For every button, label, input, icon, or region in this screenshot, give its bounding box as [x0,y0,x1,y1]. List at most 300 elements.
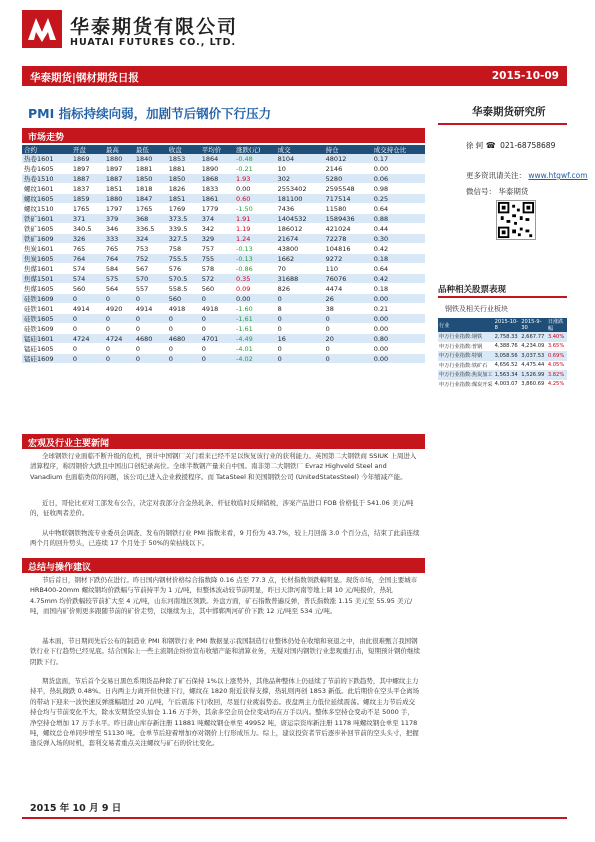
market-table-cell: 20 [324,334,372,344]
market-table-cell: 铁矿1605 [22,224,71,234]
market-table-cell: 373.5 [167,214,200,224]
market-table-cell: 0 [200,354,234,364]
market-table-cell: -0.13 [234,254,276,264]
market-table-cell: 1847 [134,194,167,204]
market-table-cell: 4914 [134,304,167,314]
stocks-table-cell: 4,388.76 [494,343,518,350]
market-table-cell: 38 [324,304,372,314]
market-table-cell: 1851 [167,194,200,204]
market-table-cell: 1818 [134,184,167,194]
market-table-cell: 0.98 [372,184,425,194]
stocks-table-cell: 2,758.33 [494,332,521,342]
market-table-row [22,254,425,264]
market-table-cell: 热卷1605 [22,164,71,174]
stocks-section-title: 品种相关股票表现 [438,285,507,295]
market-table-header-cell: 开盘 [71,145,104,154]
market-table-cell: 340.5 [71,224,104,234]
market-table-cell: 379 [104,214,134,224]
market-table-cell: 1765 [71,204,104,214]
stocks-table-cell: 申万行业指数:焦炭加工 [438,370,494,380]
market-table-cell: 1589436 [324,214,372,224]
market-table-cell: 1404532 [276,214,324,224]
market-table-cell: 0.42 [372,274,425,284]
market-table-cell: 0 [324,354,372,364]
market-table-cell: 0.00 [372,354,425,364]
market-table-cell: 10 [276,164,324,174]
stocks-table-cell: 4.05% [547,362,565,369]
analyst-phone: 021-68758689 [500,141,556,150]
market-table-cell: 0 [104,294,134,304]
market-table-cell: 324 [134,234,167,244]
market-table-cell: 焦煤1605 [22,284,71,294]
market-table-body [22,154,425,364]
stocks-table-cell: 申万行业指数:钢铁 [438,332,494,342]
market-table-cell: 1.91 [234,214,276,224]
market-table-cell: 8 [276,304,324,314]
market-table-cell: -1.61 [234,314,276,324]
market-table-cell: 螺纹1510 [22,204,71,214]
market-table-cell: 764 [104,254,134,264]
market-table-cell: 329 [200,234,234,244]
report-headline: PMI 指标持续向弱，加剧节后钢价下行压力 [28,106,272,121]
market-table-cell: 0.42 [372,244,425,254]
market-table-cell: 热卷1601 [22,154,71,164]
stocks-table-cell: 3.65% [547,343,565,350]
sidebar-divider [438,123,567,125]
summary-paragraph-1: 节后首日，钢材下跌仍在进行。昨日国内钢材价格综合指数降 0.16 点至 77.3 点，长材指数领跌幅明显。现货市场，全国主要城市 HRB400-20mm 螺纹钢均价跌幅与节前持平为 1 元/吨，但整体波动较节前明显，昨日天津河南等地上调 10 元/吨报价，热轧 4.75mm 均价跌幅较节前扩大至 4 元/吨，山东河南地区领跌。外盘方面，矿石指数普遍反弹，普氏指数涨 1.15 美元至 55.95 美元/吨，而国内矿价则更多跟随节前的矿价走势，以继续为主，其中邯郸两河矿价下跌 12 元/吨至 534 元/吨。 [30,576,418,616]
market-table-cell: 0.80 [372,334,425,344]
stocks-divider [438,296,567,298]
market-table-cell: 758 [167,244,200,254]
market-table-cell: 1880 [104,194,134,204]
market-table-cell: 4724 [71,334,104,344]
stocks-table-header-cell: 2015-9-30 [520,318,547,332]
market-table-cell: 584 [104,264,134,274]
market-table-cell: 0.64 [372,264,425,274]
market-table-cell: 31688 [276,274,324,284]
market-table-cell: 0 [71,294,104,304]
market-table-cell: 1769 [167,204,200,214]
market-table-cell: 1853 [167,154,200,164]
market-table-cell: 1880 [104,154,134,164]
market-table-cell: 硅铁1605 [22,314,71,324]
section-summary-title: 总结与操作建议 [28,563,92,573]
market-table-cell: 0.00 [372,324,425,334]
market-table-cell: 1887 [71,174,104,184]
market-table-cell: 1.19 [234,224,276,234]
summary-paragraph-3: 期货盘面，节后首个交易日黑色系期货品种除了矿石保持 1%以上涨势外，其他品种整体上仍延续了节前的下跌趋势，其中螺纹主力持平，热轧微跌 0.48%。日内两主力离开但快速下行，螺纹在 1820 附近获得支撑，热轧则再创 1853 新低。此后期价在空头平仓离场的带动下迎来一波快速反弹涨幅超过 20 元/吨，午后震荡下行收回，尽显行业疲弱势态。夜盘两主力低位延续震荡。螺纹主力节后成交持仓均与节前变化不大，除永安期货空头加仓 1.16 万手外，其余多空会员仓位变动均在万手以内。整体多空持仓变动不足 5000 手，净空持仓增加 17 万手水平。昨日唐山库存新注册 11881 吨螺纹钢仓单至 49952 吨，唐运宗资库新注册 1178 吨螺纹钢仓单至 1178 吨，螺纹总仓单同步增至 51130 吨。仓单节后迎着增加亦对钢价上行形成压力。综上，建议投资者节后逐步补回节前的空头头寸，把握逢反弹入场的时机，套利交易者重点关注螺纹与矿石的价比变化。 [30,677,420,748]
market-table-row [22,184,425,194]
market-table-cell: 374 [200,214,234,224]
market-table-cell: 574 [71,264,104,274]
market-table-cell: 755 [200,254,234,264]
market-table-cell: 11580 [324,204,372,214]
market-table-cell: 48012 [324,154,372,164]
market-table-cell: 0.00 [372,344,425,354]
market-table-cell: 0.35 [234,274,276,284]
market-table-cell: -1.50 [234,204,276,214]
stocks-table-row [438,361,567,371]
stocks-table-header [438,318,567,332]
market-table-header-cell: 持仓 [324,145,372,154]
stocks-table-row [438,332,567,342]
analyst-name: 徐 轲 [466,141,484,150]
market-table-cell: -0.86 [234,264,276,274]
market-table-cell: 2146 [324,164,372,174]
footer-divider [22,817,567,819]
market-table-cell: 339.5 [167,224,200,234]
website-link[interactable]: www.htgwf.com [528,171,588,180]
stocks-table-cell: 申万行业指数:普钢 [439,343,483,350]
market-table-cell: 0.25 [372,194,425,204]
market-table-header-cell: 合约 [22,145,71,154]
market-table-cell: 铁矿1609 [22,234,71,244]
market-table-cell: 硅铁1609 [22,324,71,334]
section-macro-title: 宏观及行业主要新闻 [28,439,110,449]
market-table-cell: 570 [134,274,167,284]
market-table-cell: 0.64 [372,204,425,214]
market-table-cell: 0 [104,314,134,324]
market-table-cell: 0.00 [234,294,276,304]
stocks-table-header-cell: 2015-10-8 [494,318,521,332]
market-table-cell: 76076 [324,274,372,284]
stocks-table-row [438,351,567,361]
market-table-cell: 368 [134,214,167,224]
stocks-table-cell: 2,667.77 [520,332,547,342]
market-table-row [22,354,425,364]
report-header-bar [22,66,567,86]
market-table-cell: 1897 [71,164,104,174]
market-table-cell: 346 [104,224,134,234]
market-table-cell: 0.00 [372,314,425,324]
market-table-cell: 0 [200,324,234,334]
market-table-header-cell: 平均价 [200,145,234,154]
market-table-cell: -1.61 [234,324,276,334]
market-table-row [22,194,425,204]
market-table-cell: -0.21 [234,164,276,174]
stocks-table-cell: 1,526.99 [520,370,547,380]
stocks-table-row [438,370,567,380]
stocks-table-cell: 4,003.07 [494,381,518,388]
market-table-cell: 1890 [200,164,234,174]
wechat-label: 微信号： [466,187,496,196]
stocks-table-cell: 申万行业指数:特钢 [438,351,494,361]
stocks-table-cell: 4,475.44 [521,362,545,369]
summary-paragraph-2: 基本面，节日期间先后公布的制造业 PMI 和钢铁行业 PMI 数据显示我国制造行业整体仍处在收缩和衰退之中，由此很难甄言我国钢铁行业下行趋势已经见底。结合国际上一些主流钢企纷纷宣布收缩产能和清算业务，无疑对国内钢铁行业悲观重打击，短期预计钢价继续阴跌下行。 [30,637,420,666]
market-table-row [22,314,425,324]
market-table-cell: 326 [71,234,104,244]
market-table-cell: 0 [134,344,167,354]
market-table-header-cell: 收盘 [167,145,200,154]
market-table-cell: 0 [276,344,324,354]
market-table-cell: 0 [134,294,167,304]
market-table-cell: 1850 [167,174,200,184]
phone-icon: ☎ [485,141,496,150]
macro-paragraph-3: 从中物联钢铁物流专业委员会调查、发布的钢铁行业 PMI 指数来看，9 月份为 43.7%，较上月回落 3.0 个百分点，结束了此前连续两个月的回升势头，已连续 17 个月处于 50%的荣枯线以下。 [30,529,420,548]
stocks-table-cell: 申万行业指数:煤炭开采 [439,381,493,388]
market-table-cell: 560 [200,284,234,294]
market-table-cell: 576 [167,264,200,274]
market-table-row [22,244,425,254]
market-table-cell: 铁矿1601 [22,214,71,224]
market-table-cell: 4680 [134,334,167,344]
macro-paragraph-2: 近日，哥伦比亚对工部发布公告，决定对我部分合金热轧条、杆征收临时反倾销税，涉案产品进口 FOB 价格低于 541.06 美元/吨的，征收两者差价。 [30,499,414,518]
market-table-row [22,164,425,174]
market-table-cell: 0.88 [372,214,425,224]
market-table-cell: 焦炭1605 [22,254,71,264]
market-table-cell: 1662 [276,254,324,264]
market-table-cell: 110 [324,264,372,274]
stocks-table-cell: 3,037.53 [520,351,547,361]
market-table-cell: 1833 [200,184,234,194]
market-table-cell: 1837 [71,184,104,194]
market-table-cell: 0.21 [372,304,425,314]
market-table-cell: 342 [200,224,234,234]
stocks-table-cell: 1,563.34 [494,370,521,380]
market-table-cell: 0 [104,354,134,364]
market-table-cell: 1826 [167,184,200,194]
market-table-row [22,334,425,344]
market-table-cell: 1869 [71,154,104,164]
market-table-cell: 热卷1510 [22,174,71,184]
market-table-cell: 2553402 [276,184,324,194]
company-name-cn: 华泰期货有限公司 [70,16,239,38]
section-market [22,128,425,143]
analyst-contact [466,140,555,151]
market-table-cell: 1897 [104,164,134,174]
market-table-cell: 26 [324,294,372,304]
market-table-cell: 5280 [324,174,372,184]
stocks-table-body [438,332,567,389]
market-table-cell: 1840 [134,154,167,164]
market-table-cell: 70 [276,264,324,274]
more-info-label: 更多资讯请关注： [466,171,526,180]
market-table-cell: 1765 [134,204,167,214]
market-table-cell: 826 [276,284,324,294]
market-table-cell: 0 [134,314,167,324]
market-table-cell: 0 [276,294,324,304]
market-table-header-cell: 成交持仓比 [372,145,425,154]
market-table-cell: 0 [324,324,372,334]
market-table-row [22,284,425,294]
market-table-cell: 1868 [200,174,234,184]
market-table-row [22,204,425,214]
market-table-cell: 0 [71,314,104,324]
market-table-cell: 560 [167,294,200,304]
market-table-cell: 0 [200,314,234,324]
qr-code-icon [496,200,536,240]
section-market-title: 市场走势 [28,133,65,143]
stocks-table-header-cell: 日涨跌幅 [547,318,567,332]
market-table-cell: 578 [200,264,234,274]
market-table-cell: 421024 [324,224,372,234]
market-table-cell: 焦煤1501 [22,274,71,284]
market-table-row [22,324,425,334]
market-table-cell: 574 [71,274,104,284]
market-table-cell: 765 [104,244,134,254]
market-table-cell: 螺纹1605 [22,194,71,204]
more-info [466,170,588,181]
market-table-cell: 560 [71,284,104,294]
market-table-header-cell: 涨跌(元) [234,145,276,154]
market-table-row [22,154,425,164]
market-table-cell: 104816 [324,244,372,254]
market-table-cell: 焦煤1601 [22,264,71,274]
footer-date: 2015 年 10 月 9 日 [30,803,122,814]
market-table-cell: 764 [71,254,104,264]
wechat-name: 华泰期货 [498,187,529,196]
market-table-cell: 锰硅1605 [22,344,71,354]
report-date: 2015-10-09 [491,70,559,82]
market-table-cell: 327.5 [167,234,200,244]
company-name-en: HUATAI FUTURES CO., LTD. [70,37,237,48]
market-table-header [22,145,425,154]
market-table-cell: 757 [200,244,234,254]
market-table-cell: 锰硅1609 [22,354,71,364]
market-table-cell: 753 [134,244,167,254]
market-table-row [22,224,425,234]
market-table-header-cell: 最低 [134,145,167,154]
market-table-cell: 557 [134,284,167,294]
market-table-cell: -1.60 [234,304,276,314]
market-table-cell: 1.24 [234,234,276,244]
market-table-cell: 0 [276,314,324,324]
market-table-row [22,264,425,274]
market-table-cell: 0.00 [234,184,276,194]
market-table-cell: 0.00 [372,164,425,174]
market-table-row [22,294,425,304]
stocks-table-row [438,380,567,390]
market-table-cell: 0.00 [372,294,425,304]
market-table-cell: 4920 [104,304,134,314]
market-table-cell: 1881 [134,164,167,174]
market-table-cell: 1851 [104,184,134,194]
research-institute-title: 华泰期货研究所 [472,106,546,118]
market-table-cell: 1850 [134,174,167,184]
market-table-cell: 4724 [104,334,134,344]
market-table-cell: -0.48 [234,154,276,164]
market-table-cell: 0 [167,344,200,354]
market-table-cell: 21674 [276,234,324,244]
market-table-row [22,174,425,184]
market-table-cell: 1779 [200,204,234,214]
market-table-cell: 4474 [324,284,372,294]
market-table-cell: 7436 [276,204,324,214]
stocks-table-cell: 3,860.69 [521,381,545,388]
wechat-info [466,186,528,197]
market-table-cell: 0 [200,294,234,304]
market-table-cell: 717514 [324,194,372,204]
market-table-cell: 4914 [71,304,104,314]
market-table-cell: 0.09 [234,284,276,294]
market-table-header-cell: 最高 [104,145,134,154]
market-table-cell: 1864 [200,154,234,164]
market-table-cell: 1887 [104,174,134,184]
market-table-cell: 0 [167,354,200,364]
market-table-cell: 0 [71,324,104,334]
market-table-cell: 1859 [71,194,104,204]
market-table-cell: 0 [134,324,167,334]
market-table-cell: 1881 [167,164,200,174]
market-table-cell: 564 [104,284,134,294]
market-table-cell: 755.5 [167,254,200,264]
market-table-cell: 333 [104,234,134,244]
market-table-cell: 4701 [200,334,234,344]
market-table-cell: 752 [134,254,167,264]
stocks-table-cell: 3,058.56 [494,351,521,361]
market-table-cell: 181100 [276,194,324,204]
market-table-cell: 43800 [276,244,324,254]
market-table-cell: 0.44 [372,224,425,234]
market-table-cell: 8104 [276,154,324,164]
market-table-cell: 0 [200,344,234,354]
market-table-cell: -0.13 [234,244,276,254]
market-table-cell: 16 [276,334,324,344]
market-table-cell: 0.06 [372,174,425,184]
market-table-cell: 72278 [324,234,372,244]
market-table-cell: 0.17 [372,154,425,164]
stocks-table-cell: 3.82% [547,370,567,380]
stocks-table-cell: 申万行业指数:铁矿石 [439,362,488,369]
market-table-cell: 0.60 [234,194,276,204]
market-table-cell: 1861 [200,194,234,204]
section-macro [22,434,425,449]
market-table-cell: 焦炭1601 [22,244,71,254]
market-table-cell: 0 [134,354,167,364]
market-table-cell: 1.93 [234,174,276,184]
market-table-cell: -4.49 [234,334,276,344]
market-table-row [22,274,425,284]
market-table-cell: 0 [167,324,200,334]
stocks-table-cell: 0.69% [547,351,567,361]
market-table-cell: 4680 [167,334,200,344]
market-table-row [22,344,425,354]
market-table-cell: 螺纹1601 [22,184,71,194]
market-table-cell: 0 [71,344,104,354]
market-table-cell: 572 [200,274,234,284]
market-table-cell: 336.5 [134,224,167,234]
market-table-cell: 硅铁1601 [22,304,71,314]
market-table-cell: -4.02 [234,354,276,364]
stocks-table-cell: 4,656.52 [494,362,518,369]
market-table-cell: 0 [104,344,134,354]
market-table [22,145,425,364]
stocks-table-cell: 4,234.09 [521,343,545,350]
market-table-cell: 0.18 [372,254,425,264]
stocks-table-header-cell: 行业 [438,318,494,332]
market-table-cell: 570.5 [167,274,200,284]
market-table-cell: 186012 [276,224,324,234]
stocks-table-cell: 3.40% [547,332,567,342]
market-table-cell: 0.18 [372,284,425,294]
market-table-row [22,234,425,244]
market-table-header-cell: 成交 [276,145,324,154]
report-type: 华泰期货|钢材期货日报 [30,72,139,84]
market-table-cell: 302 [276,174,324,184]
stocks-subtitle: 钢铁及相关行业板块 [445,305,508,313]
market-table-cell: 558.5 [167,284,200,294]
stocks-table-row [438,342,567,352]
market-table-cell: 0 [167,314,200,324]
section-summary [22,558,425,573]
market-table-cell: 575 [104,274,134,284]
market-table-cell: 4918 [167,304,200,314]
market-table-row [22,304,425,314]
market-table-row [22,214,425,224]
market-table-cell: -4.01 [234,344,276,354]
market-table-cell: 2595548 [324,184,372,194]
market-table-cell: 0 [276,324,324,334]
